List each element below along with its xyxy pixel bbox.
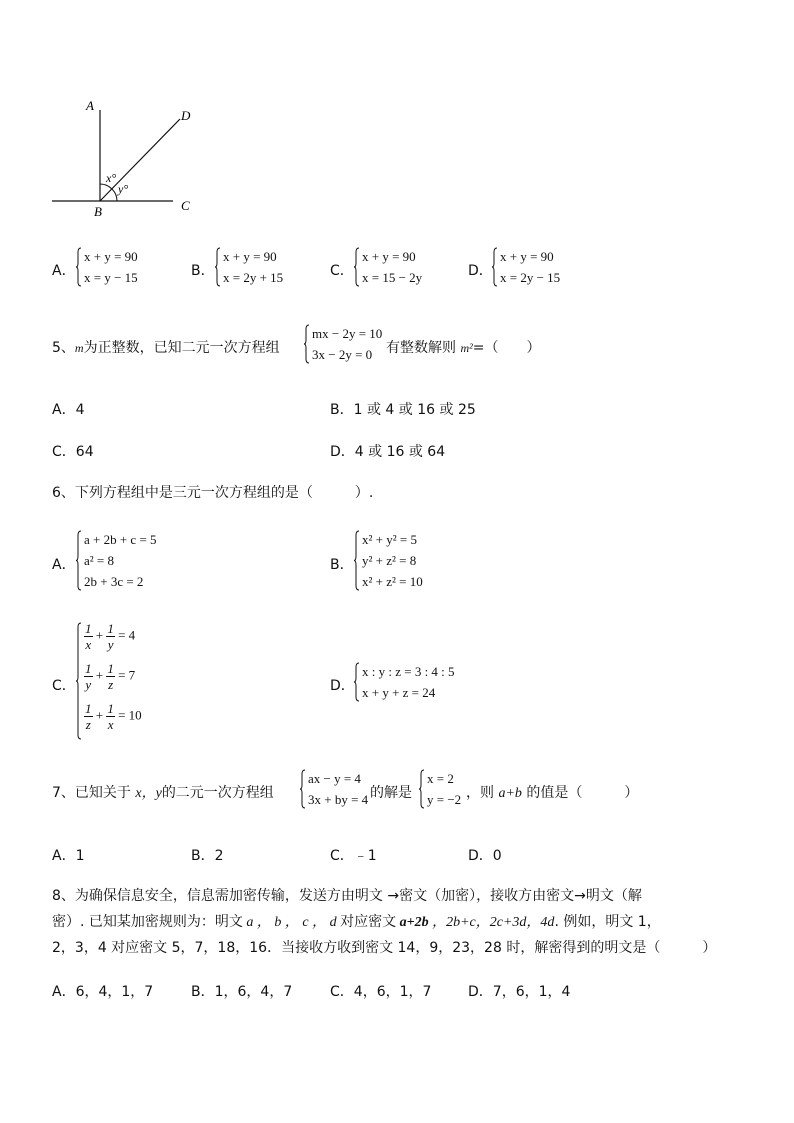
option-letter: D．	[330, 444, 355, 460]
q8-option-a[interactable]	[52, 981, 153, 1001]
q5-text2: 有整数解则	[386, 340, 456, 356]
q4-option-c-letter[interactable]: C．	[330, 263, 354, 279]
q4-option-a-system	[76, 246, 138, 288]
option-letter: C．	[330, 848, 354, 864]
q8-option-d[interactable]	[468, 981, 570, 1001]
q8-text-b: 对应密文	[340, 914, 397, 930]
angle-arc-2	[112, 189, 117, 201]
equation: x² + z² = 10	[362, 574, 423, 589]
q6-option-a-letter[interactable]: A．	[52, 557, 76, 573]
q8-line1: 8、为确保信息安全，信息需加密传输，发送方由明文 →密文（加密），接收方由密文→明文（解	[52, 888, 642, 904]
equation: x = 2	[427, 771, 454, 786]
equation: y² + z² = 8	[362, 553, 417, 568]
q5-option-c[interactable]	[52, 441, 94, 461]
brace-icon	[419, 769, 425, 809]
brace-icon	[76, 622, 82, 740]
option-text: 4 或 16 或 64	[354, 444, 446, 460]
q5-number: 5、	[52, 340, 75, 356]
option-letter: C．	[330, 984, 354, 1000]
equation: a + 2b + c = 5	[84, 532, 157, 547]
brace-icon	[76, 247, 82, 287]
equation: mx − 2y = 10	[312, 326, 383, 341]
equation: x + y = 90	[223, 249, 277, 264]
equation: x + y = 90	[84, 249, 138, 264]
q8-text-d: . 例如，明文 1，	[554, 914, 661, 930]
brace-icon	[300, 769, 306, 809]
equation: x + y = 90	[362, 249, 416, 264]
option-letter: B．	[191, 984, 215, 1000]
q5-option-a[interactable]	[52, 399, 85, 419]
q4-option-b-letter[interactable]: B．	[191, 263, 215, 279]
q5-stem-end	[386, 337, 540, 357]
q6-option-c-system	[76, 621, 142, 739]
q7-system	[300, 768, 368, 810]
q7-prefix: 7、已知关于	[52, 785, 131, 801]
option-text: 1，6，4，7	[214, 984, 293, 1000]
equation: 3x − 2y = 0	[312, 347, 373, 362]
option-text: 4，6，1，7	[353, 984, 432, 1000]
equation: $\frac{1}{x}$ + $\frac{1}{y}$ = 4	[85, 621, 136, 652]
equation: x : y : z = 3 : 4 : 5	[362, 664, 455, 679]
q6-option-b-letter[interactable]: B．	[330, 557, 354, 573]
equation: a² = 8	[84, 553, 114, 568]
q7-text3: ，则	[466, 785, 494, 801]
equation: x = 2y − 15	[500, 270, 561, 285]
q8-line2	[52, 911, 661, 931]
q4-option-a-letter[interactable]: A．	[52, 263, 76, 279]
q7-solution	[419, 768, 461, 810]
option-text: 6，4，1，7	[75, 984, 154, 1000]
equation: 3x + by = 4	[308, 792, 369, 807]
q8-cipher-rest: ，2b+c，2c+3d，4d	[432, 915, 555, 930]
q4-option-b-system	[215, 246, 283, 288]
q8-cipher-1: a+2b	[396, 915, 433, 930]
label-y: y°	[118, 182, 129, 196]
option-letter: D．	[468, 984, 493, 1000]
q7-stem	[52, 782, 274, 802]
q8-line3: 2，3，4 对应密文 5，7，18，16．当接收方收到密文 14，9，23，28 时，解密得到的明文是（ ）	[52, 940, 717, 956]
brace-icon	[304, 324, 310, 364]
q4-option-d-letter[interactable]: D．	[468, 263, 493, 279]
q6-option-a-system	[76, 529, 157, 592]
q5-stem	[52, 337, 280, 357]
brace-icon	[492, 247, 498, 287]
option-text: 4	[75, 402, 85, 418]
brace-icon	[76, 530, 82, 591]
option-text: ﹣1	[353, 848, 377, 864]
option-letter: B．	[191, 848, 215, 864]
q6-option-d-system	[354, 661, 455, 703]
q5-option-b[interactable]	[330, 399, 476, 419]
q6-stem: 6、下列方程组中是三元一次方程组的是（ ）.	[52, 485, 374, 501]
equation: x = y − 15	[84, 270, 138, 285]
equation: $\frac{1}{y}$ + $\frac{1}{z}$ = 7	[85, 661, 136, 692]
option-text: 0	[492, 848, 502, 864]
q6-option-d-letter[interactable]: D．	[330, 678, 355, 694]
q5-text1: 为正整数，已知二元一次方程组	[83, 340, 280, 356]
q6-option-c-letter[interactable]: C．	[52, 678, 76, 694]
brace-icon	[215, 247, 221, 287]
brace-icon	[354, 247, 360, 287]
q7-option-b[interactable]	[191, 845, 224, 865]
q7-vars: x，y	[135, 786, 162, 801]
q8-option-b[interactable]	[191, 981, 292, 1001]
q5-m-squared: m²	[460, 341, 473, 355]
equation: 2b + 3c = 2	[84, 574, 144, 589]
q7-expr: a+b	[498, 786, 522, 801]
equation: x + y = 90	[500, 249, 554, 264]
q7-text1: 的二元一次方程组	[161, 785, 274, 801]
label-d: D	[181, 108, 191, 123]
equation: x = 2y + 15	[223, 270, 284, 285]
label-a: A	[86, 98, 94, 113]
q8-vars: a ， b ， c ， d	[242, 915, 341, 930]
q7-option-d[interactable]	[468, 845, 502, 865]
label-x: x°	[106, 171, 117, 185]
option-text: 1	[75, 848, 85, 864]
angle-figure	[40, 90, 210, 225]
label-c: C	[181, 198, 190, 213]
q6-option-b-system	[354, 529, 423, 592]
q5-var-m: m	[74, 341, 84, 355]
equation: $\frac{1}{z}$ + $\frac{1}{x}$ = 10	[85, 701, 142, 732]
equation: x = 15 − 2y	[362, 270, 423, 285]
option-text: 7，6，1，4	[492, 984, 571, 1000]
option-letter: A．	[52, 984, 76, 1000]
q7-option-a[interactable]	[52, 845, 85, 865]
q5-option-d[interactable]	[330, 441, 445, 461]
option-text: 1 或 4 或 16 或 25	[353, 402, 476, 418]
label-b: B	[94, 204, 102, 219]
q5-text3: =（ ）	[472, 340, 541, 356]
equation: x² + y² = 5	[362, 532, 417, 547]
option-letter: B．	[330, 402, 354, 418]
q7-stem-end	[466, 782, 638, 802]
q8-option-c[interactable]	[330, 981, 431, 1001]
brace-icon	[354, 530, 360, 591]
q7-text4: 的值是（ ）	[526, 785, 639, 801]
equation: x + y + z = 24	[362, 685, 436, 700]
option-text: 64	[75, 444, 94, 460]
q8-text-a: 密）. 已知某加密规则为：明文	[52, 914, 243, 930]
q7-text2: 的解是	[370, 785, 412, 801]
q5-system	[304, 323, 382, 365]
equation: y = −2	[427, 792, 462, 807]
option-text: 2	[214, 848, 224, 864]
option-letter: A．	[52, 848, 76, 864]
q7-option-c[interactable]	[330, 845, 377, 865]
brace-icon	[354, 662, 360, 702]
q4-option-c-system	[354, 246, 422, 288]
option-letter: C．	[52, 444, 76, 460]
equation: ax − y = 4	[308, 771, 361, 786]
q4-option-d-system	[492, 246, 560, 288]
option-letter: D．	[468, 848, 493, 864]
option-letter: A．	[52, 402, 76, 418]
